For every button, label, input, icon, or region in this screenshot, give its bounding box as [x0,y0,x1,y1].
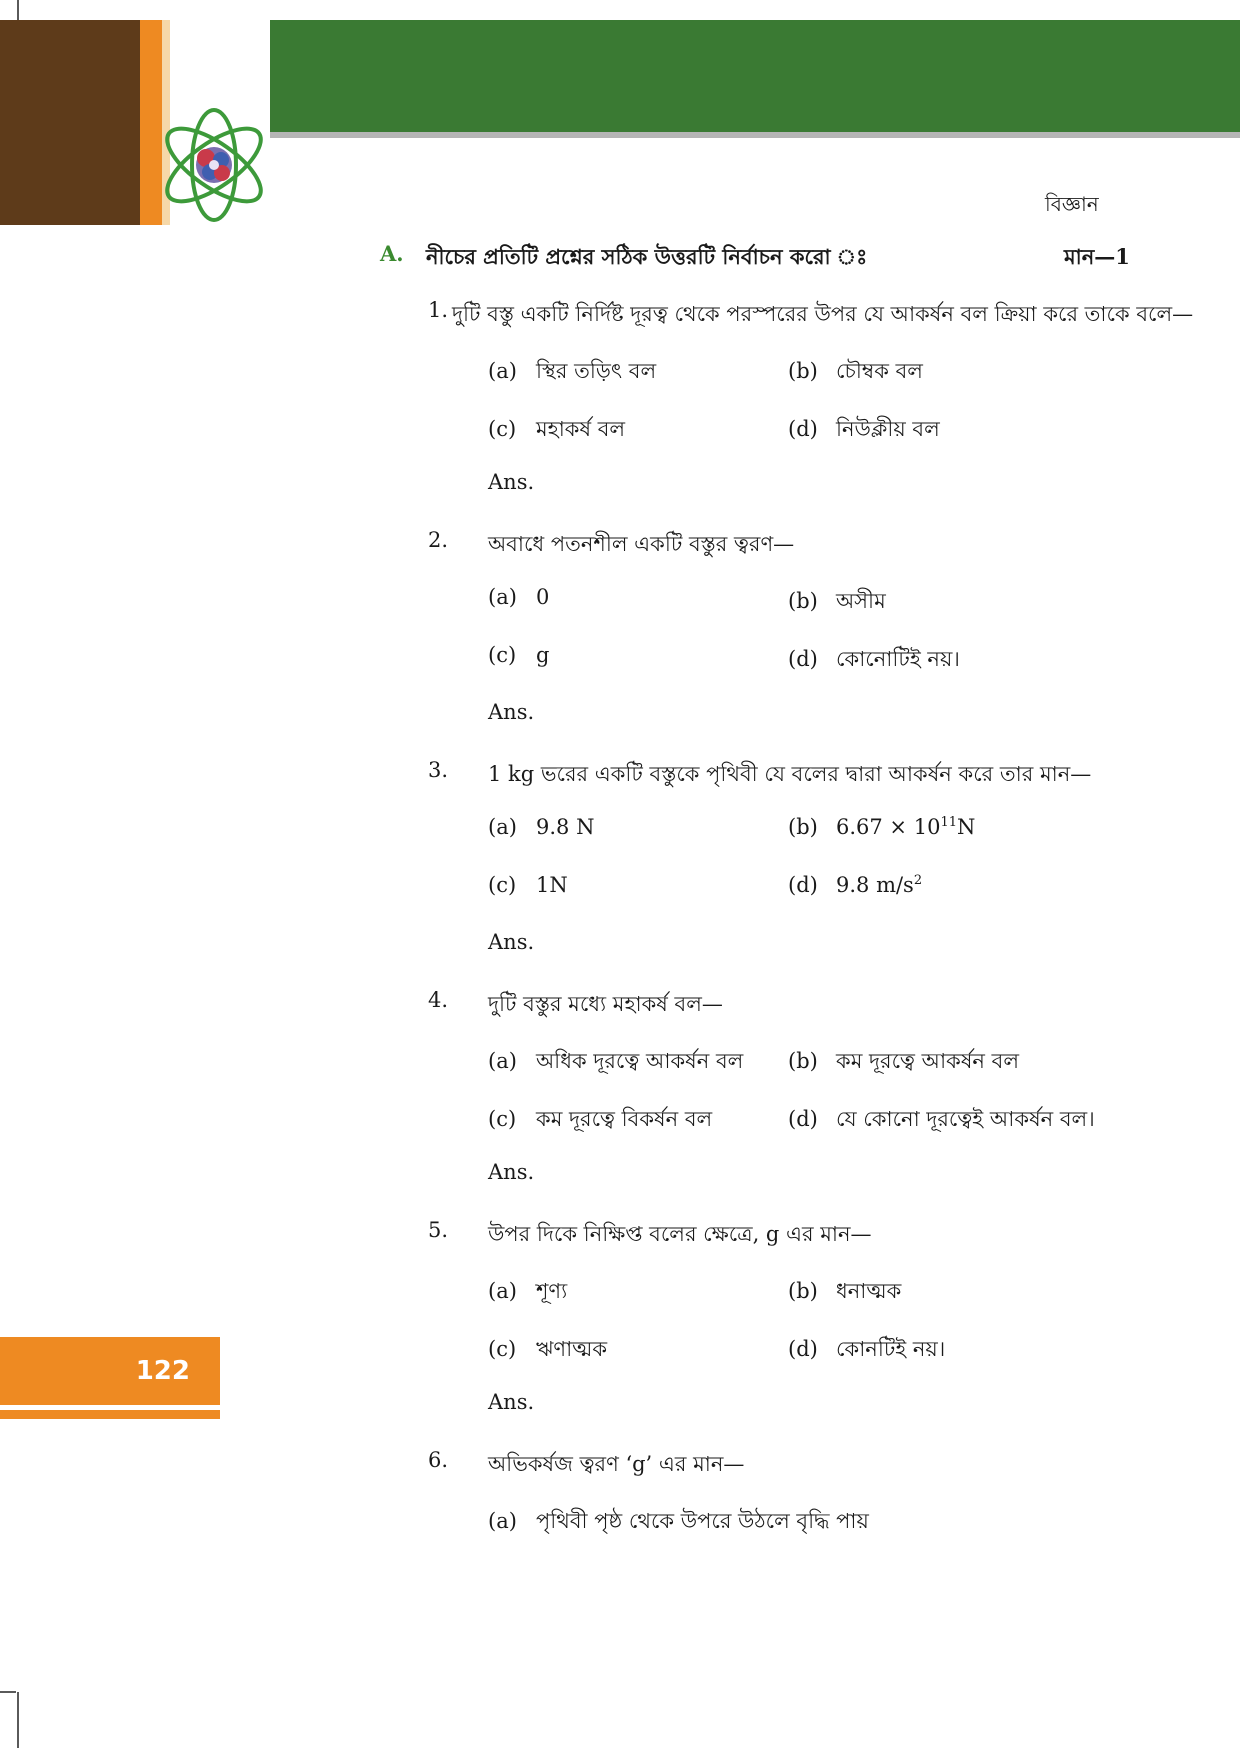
option-label: (d) [788,1337,818,1361]
option-a [488,355,656,390]
section-title: নীচের প্রতিটি প্রশ্নের সঠিক উত্তরটি নির্বাচন করো ঃ [426,244,868,269]
option-d [788,1333,945,1368]
atom-icon [152,100,277,230]
option-b [788,355,923,390]
header-banner-shadow [270,132,1240,138]
option-b [788,1275,901,1310]
option-text: 9.8 N [536,815,595,839]
option-d [788,873,922,897]
option-text: শূণ্য [536,1279,568,1303]
page-number: 122 [135,1356,190,1386]
answer-label: Ans. [488,470,535,494]
answer-label: Ans. [488,1390,535,1414]
option-label: (a) [488,1279,517,1303]
option-label: (b) [788,359,818,383]
answer-label: Ans. [488,1160,535,1184]
option-text: অসীম [836,589,886,613]
crop-mark-bottom [0,1688,22,1748]
subject-title: বিজ্ঞান [1045,192,1099,216]
option-text: কম দূরত্বে বিকর্ষন বল [536,1107,713,1131]
option-text: কোনোটিই নয়। [836,647,960,671]
question-text: উপর দিকে নিক্ষিপ্ত বলের ক্ষেত্রে, g এর মান— [488,1222,872,1246]
question-number: 5. [428,1218,449,1242]
option-text: মহাকর্ষ বল [536,417,626,441]
question-text: 1 kg ভরের একটি বস্তুকে পৃথিবী যে বলের দ্বারা আকর্ষন করে তার মান— [488,762,1092,786]
option-suffix: N [956,815,976,839]
option-label: (c) [488,1107,517,1131]
option-c [488,873,568,897]
option-text: নিউক্লীয় বল [836,417,940,441]
option-label: (d) [788,873,818,897]
question-text: দুটি বস্তুর মধ্যে মহাকর্ষ বল— [488,992,723,1016]
option-d [788,413,940,448]
option-text: ধনাত্মক [836,1279,902,1303]
answer-label: Ans. [488,930,535,954]
option-a [488,1275,567,1310]
option-b [788,1045,1019,1080]
option-label: (b) [788,815,818,839]
option-a [488,1505,869,1540]
option-text: চৌম্বক বল [836,359,923,383]
question-number: 2. [428,528,449,552]
option-text: 6.67 × 10 [836,815,941,839]
option-label: (a) [488,1509,517,1533]
page-number-tab-underline [0,1410,220,1419]
question-number: 1. [428,298,449,322]
option-a [488,815,594,839]
question-number: 4. [428,988,449,1012]
option-c [488,643,549,667]
option-label: (a) [488,1049,517,1073]
option-text: পৃথিবী পৃষ্ঠ থেকে উপরে উঠলে বৃদ্ধি পায় [536,1509,869,1533]
option-text: 1N [536,873,568,897]
question-text: দুটি বস্তু একটি নির্দিষ্ট দূরত্ব থেকে পরস্পরের উপর যে আকর্ষন বল ক্রিয়া করে তাকে বলে— [452,302,1194,326]
option-c [488,413,625,448]
question-number: 6. [428,1448,449,1472]
question-number: 3. [428,758,449,782]
option-d [788,1103,1095,1138]
option-text: অধিক দূরত্বে আকর্ষন বল [536,1049,744,1073]
option-b [788,815,975,839]
option-c [488,1103,712,1138]
option-label: (d) [788,1107,818,1131]
question-text: অবাধে পতনশীল একটি বস্তুর ত্বরণ— [488,532,795,556]
option-label: (c) [488,1337,517,1361]
option-text: যে কোনো দূরত্বেই আকর্ষন বল। [836,1107,1095,1131]
option-text: কোনটিই নয়। [836,1337,946,1361]
option-text: 9.8 m/s [836,873,914,897]
answer-label: Ans. [488,700,535,724]
header-green-banner [270,20,1240,132]
option-a [488,585,549,609]
option-label: (b) [788,589,818,613]
option-text: স্থির তড়িৎ বল [536,359,657,383]
option-text: g [536,643,550,667]
option-text: ঋণাত্মক [536,1337,608,1361]
option-superscript: 2 [913,873,923,888]
option-label: (a) [488,815,517,839]
section-marks: মান—1 [1064,244,1130,269]
option-b [788,585,886,620]
section-letter: A. [380,241,404,266]
option-label: (c) [488,643,517,667]
option-d [788,643,960,678]
option-label: (d) [788,417,818,441]
option-superscript: 11 [940,815,957,830]
option-text: কম দূরত্বে আকর্ষন বল [836,1049,1019,1073]
option-label: (a) [488,359,517,383]
option-label: (b) [788,1049,818,1073]
option-label: (b) [788,1279,818,1303]
option-label: (a) [488,585,517,609]
option-text: 0 [536,585,550,609]
question-text: অভিকর্ষজ ত্বরণ ‘g’ এর মান— [488,1452,745,1476]
option-c [488,1333,607,1368]
option-label: (d) [788,647,818,671]
option-label: (c) [488,417,517,441]
header-brown-block [0,20,140,225]
option-label: (c) [488,873,517,897]
option-a [488,1045,743,1080]
